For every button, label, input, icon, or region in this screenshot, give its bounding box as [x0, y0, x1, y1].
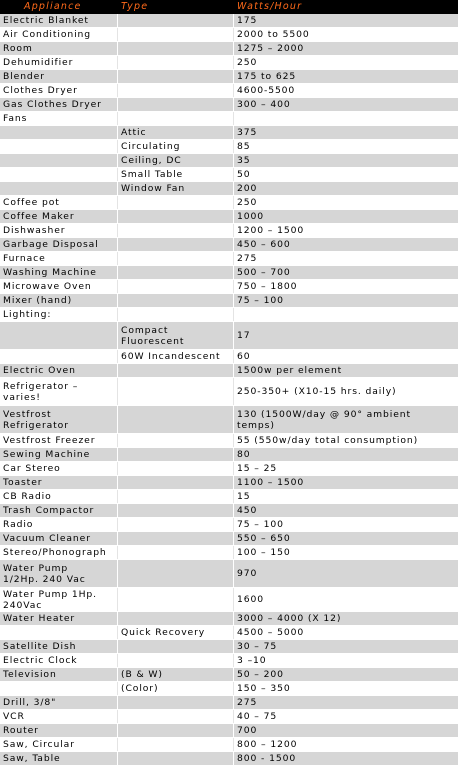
watts-cell: 800 - 1500: [237, 753, 297, 764]
watts-cell: 1200 – 1500: [237, 225, 305, 236]
watts-cell: 375: [237, 127, 258, 138]
watts-cell: 60: [237, 351, 251, 362]
table-row: [0, 738, 458, 752]
appliance-cell: Vestfrost Freezer: [0, 434, 118, 447]
appliance-cell: Car Stereo: [0, 462, 118, 475]
appliance-cell: Trash Compactor: [0, 504, 118, 517]
appliance-cell: CB Radio: [0, 490, 118, 503]
watts-cell: 200: [237, 183, 258, 194]
appliance-cell: Sewing Machine: [0, 448, 118, 461]
watts-cell: 4500 – 5000: [237, 627, 305, 638]
watts-cell: 50 – 200: [237, 669, 284, 680]
type-cell: [118, 280, 234, 293]
table-row: [0, 668, 458, 682]
appliance-cell: Electric Clock: [0, 654, 118, 667]
type-cell: Attic: [118, 126, 234, 139]
watts-cell: 3000 – 4000 (X 12): [237, 613, 342, 624]
table-row: [0, 560, 458, 588]
type-cell: [118, 378, 234, 405]
table-row: [0, 14, 458, 28]
watts-cell: 1500w per element: [237, 365, 343, 376]
header-appliance: Appliance: [24, 1, 82, 12]
type-cell: [118, 476, 234, 489]
table-row: [0, 308, 458, 322]
type-cell: [118, 28, 234, 41]
type-cell: [118, 294, 234, 307]
table-row: [0, 70, 458, 84]
appliance-cell: [0, 682, 118, 695]
appliance-cell: Radio: [0, 518, 118, 531]
appliance-cell: Dishwasher: [0, 224, 118, 237]
watts-cell: 130 (1500W/day @ 90° ambient temps): [237, 408, 411, 431]
appliance-cell: [0, 154, 118, 167]
type-cell: [118, 308, 234, 321]
table-row: [0, 654, 458, 668]
type-cell: [118, 490, 234, 503]
appliance-cell: Mixer (hand): [0, 294, 118, 307]
table-row: [0, 378, 458, 406]
appliance-cell: Satellite Dish: [0, 640, 118, 653]
type-cell: [118, 364, 234, 377]
watts-cell: 700: [237, 725, 258, 736]
type-cell: [118, 98, 234, 111]
watts-cell: 250: [237, 197, 258, 208]
appliance-cell: Coffee pot: [0, 196, 118, 209]
watts-cell: 970: [237, 568, 258, 579]
watts-cell: 450: [237, 505, 258, 516]
table-row: [0, 612, 458, 626]
table-row: [0, 224, 458, 238]
header-type: Type: [121, 1, 149, 12]
appliance-cell: [0, 182, 118, 195]
appliance-cell: Electric Blanket: [0, 14, 118, 27]
type-cell: [118, 84, 234, 97]
type-cell: Window Fan: [118, 182, 234, 195]
type-cell: [118, 406, 234, 433]
watts-cell: 175 to 625: [237, 71, 297, 82]
type-cell: [118, 654, 234, 667]
watts-cell: 80: [237, 449, 251, 460]
type-cell: [118, 752, 234, 765]
watts-cell: 1600: [237, 594, 264, 605]
table-row: [0, 210, 458, 224]
type-cell: [118, 560, 234, 587]
type-cell: Small Table: [118, 168, 234, 181]
watts-cell: 550 – 650: [237, 533, 291, 544]
appliance-cell: Clothes Dryer: [0, 84, 118, 97]
type-cell: [118, 224, 234, 237]
watts-cell: 35: [237, 155, 251, 166]
type-cell: [118, 266, 234, 279]
table-row: [0, 518, 458, 532]
table-row: [0, 546, 458, 560]
table-row: [0, 434, 458, 448]
watts-cell: 500 – 700: [237, 267, 291, 278]
table-row: [0, 294, 458, 308]
table-row: [0, 350, 458, 364]
watts-cell: 750 – 1800: [237, 281, 298, 292]
watts-cell: 75 – 100: [237, 295, 284, 306]
table-row: [0, 84, 458, 98]
watts-cell: 1275 – 2000: [237, 43, 305, 54]
watts-cell: 450 – 600: [237, 239, 291, 250]
appliance-cell: [0, 322, 118, 349]
watts-cell: 55 (550w/day total consumption): [237, 435, 419, 446]
type-cell: [118, 738, 234, 751]
table-row: [0, 112, 458, 126]
type-cell: [118, 112, 234, 125]
watts-cell: 2000 to 5500: [237, 29, 310, 40]
type-cell: [118, 532, 234, 545]
table-row: [0, 364, 458, 378]
table-row: [0, 126, 458, 140]
appliance-cell: Router: [0, 724, 118, 737]
type-cell: Compact Fluorescent: [118, 322, 234, 349]
appliance-cell: Water Pump 1/2Hp. 240 Vac: [0, 560, 118, 587]
type-cell: [118, 546, 234, 559]
type-cell: [118, 434, 234, 447]
type-cell: Ceiling, DC: [118, 154, 234, 167]
type-cell: [118, 252, 234, 265]
table-row: [0, 462, 458, 476]
watts-cell: [234, 308, 458, 321]
watts-cell: 175: [237, 15, 258, 26]
table-row: [0, 710, 458, 724]
table-row: [0, 280, 458, 294]
appliance-cell: Water Heater: [0, 612, 118, 625]
appliance-cell: [0, 626, 118, 639]
header-watts: Watts/Hour: [237, 1, 303, 12]
table-row: [0, 448, 458, 462]
appliance-cell: Saw, Table: [0, 752, 118, 765]
type-cell: [118, 640, 234, 653]
watts-cell: 1100 – 1500: [237, 477, 305, 488]
table-row: [0, 140, 458, 154]
table-row: [0, 696, 458, 710]
watts-cell: 4600-5500: [237, 85, 296, 96]
table-row: [0, 724, 458, 738]
watts-cell: 3 –10: [237, 655, 267, 666]
watts-cell: 15 – 25: [237, 463, 278, 474]
table-row: [0, 490, 458, 504]
table-row: [0, 252, 458, 266]
watts-cell: 40 – 75: [237, 711, 278, 722]
appliance-cell: [0, 140, 118, 153]
table-row: [0, 56, 458, 70]
appliance-cell: Dehumidifier: [0, 56, 118, 69]
type-cell: [118, 710, 234, 723]
appliance-cell: Fans: [0, 112, 118, 125]
table-body: [0, 14, 458, 766]
appliance-cell: Television: [0, 668, 118, 681]
type-cell: [118, 462, 234, 475]
watts-cell: 50: [237, 169, 251, 180]
table-header: [0, 0, 458, 14]
table-row: [0, 28, 458, 42]
appliance-cell: Air Conditioning: [0, 28, 118, 41]
watts-cell: 150 – 350: [237, 683, 291, 694]
table-row: [0, 532, 458, 546]
appliance-cell: Water Pump 1Hp. 240Vac: [0, 588, 118, 611]
type-cell: 60W Incandescent: [118, 350, 234, 363]
watts-cell: 15: [237, 491, 251, 502]
type-cell: [118, 588, 234, 611]
type-cell: [118, 56, 234, 69]
type-cell: [118, 696, 234, 709]
appliance-cell: Coffee Maker: [0, 210, 118, 223]
table-row: [0, 476, 458, 490]
watts-cell: 250: [237, 57, 258, 68]
watts-cell: 100 – 150: [237, 547, 291, 558]
appliance-cell: Drill, 3/8": [0, 696, 118, 709]
type-cell: [118, 210, 234, 223]
appliance-cell: Refrigerator – varies!: [0, 378, 118, 405]
appliance-cell: Garbage Disposal: [0, 238, 118, 251]
watts-cell: 1000: [237, 211, 264, 222]
table-row: [0, 588, 458, 612]
appliance-cell: Electric Oven: [0, 364, 118, 377]
watts-cell: 250-350+ (X10-15 hrs. daily): [237, 386, 397, 397]
watts-cell: [234, 112, 458, 125]
watts-cell: 275: [237, 697, 258, 708]
table-row: [0, 406, 458, 434]
watts-cell: 75 – 100: [237, 519, 284, 530]
appliance-cell: [0, 168, 118, 181]
table-row: [0, 322, 458, 350]
appliance-cell: Toaster: [0, 476, 118, 489]
watts-cell: 300 – 400: [237, 99, 291, 110]
table-row: [0, 98, 458, 112]
type-cell: [118, 42, 234, 55]
type-cell: [118, 612, 234, 625]
watts-cell: 85: [237, 141, 251, 152]
type-cell: [118, 70, 234, 83]
table-row: [0, 42, 458, 56]
type-cell: [118, 14, 234, 27]
appliance-cell: Vestfrost Refrigerator: [0, 406, 118, 433]
type-cell: Circulating: [118, 140, 234, 153]
watts-cell: 275: [237, 253, 258, 264]
appliance-cell: Washing Machine: [0, 266, 118, 279]
type-cell: [118, 724, 234, 737]
table-row: [0, 266, 458, 280]
watts-cell: 800 – 1200: [237, 739, 298, 750]
watts-cell: 17: [237, 330, 251, 341]
appliance-cell: Room: [0, 42, 118, 55]
type-cell: (B & W): [118, 668, 234, 681]
type-cell: [118, 196, 234, 209]
type-cell: [118, 238, 234, 251]
appliance-cell: [0, 126, 118, 139]
appliance-cell: Vacuum Cleaner: [0, 532, 118, 545]
appliance-cell: Gas Clothes Dryer: [0, 98, 118, 111]
table-row: [0, 682, 458, 696]
table-row: [0, 238, 458, 252]
appliance-cell: Saw, Circular: [0, 738, 118, 751]
appliance-cell: [0, 350, 118, 363]
type-cell: (Color): [118, 682, 234, 695]
type-cell: [118, 448, 234, 461]
appliance-cell: Stereo/Phonograph: [0, 546, 118, 559]
type-cell: Quick Recovery: [118, 626, 234, 639]
appliance-cell: Microwave Oven: [0, 280, 118, 293]
watts-cell: 30 – 75: [237, 641, 278, 652]
appliance-cell: Blender: [0, 70, 118, 83]
table-row: [0, 640, 458, 654]
appliance-cell: Furnace: [0, 252, 118, 265]
table-row: [0, 196, 458, 210]
table-row: [0, 626, 458, 640]
appliance-cell: Lighting:: [0, 308, 118, 321]
table-row: [0, 182, 458, 196]
table-row: [0, 504, 458, 518]
table-row: [0, 752, 458, 766]
table-row: [0, 154, 458, 168]
type-cell: [118, 504, 234, 517]
appliance-cell: VCR: [0, 710, 118, 723]
type-cell: [118, 518, 234, 531]
table-row: [0, 168, 458, 182]
